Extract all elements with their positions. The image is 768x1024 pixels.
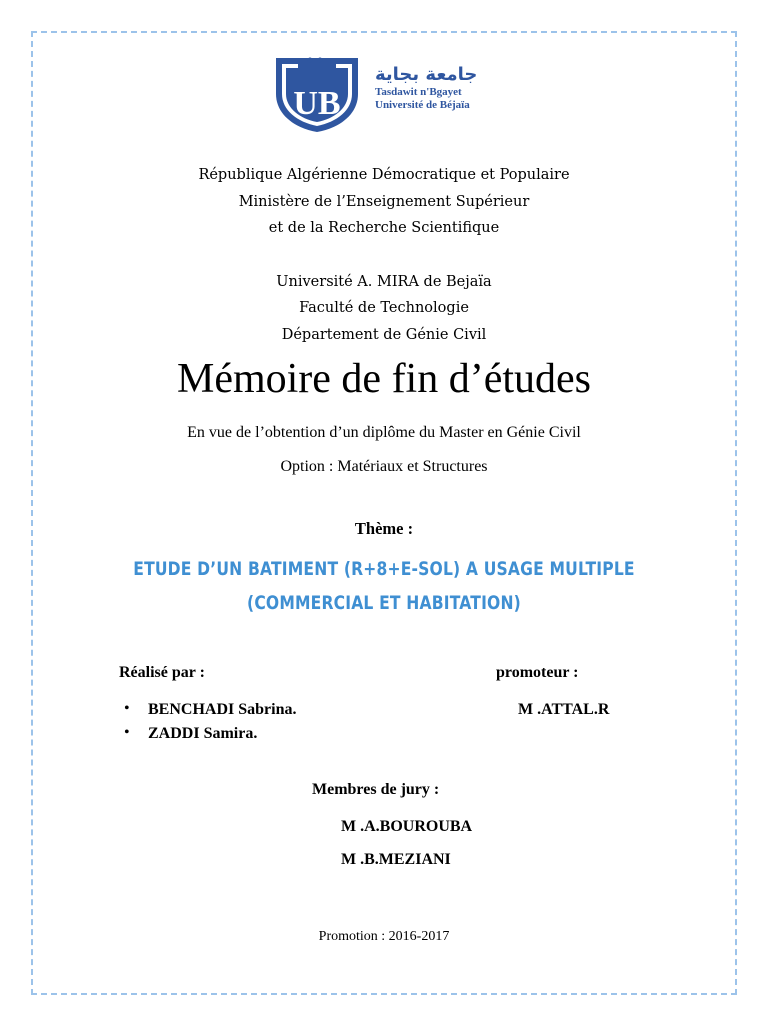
option-line: Option : Matériaux et Structures: [280, 458, 488, 475]
logo-line-1: Tasdawit n'Bgayet: [375, 86, 462, 98]
bullet-icon: •: [124, 700, 130, 717]
university-name: Université A. MIRA de Bejaïa: [276, 274, 492, 290]
theme-label: Thème :: [354, 519, 414, 538]
theme-title-line-1: ETUDE D’UN BATIMENT (R+8+E-SOL) A USAGE MULTIPLE: [133, 558, 635, 580]
author-2: ZADDI Samira.: [148, 725, 258, 742]
author-1: BENCHADI Sabrina.: [148, 701, 297, 718]
department-name: Département de Génie Civil: [281, 327, 487, 343]
ministry-line: Ministère de l’Enseignement Supérieur: [238, 194, 530, 210]
bullet-icon: •: [124, 724, 130, 741]
republic-line: République Algérienne Démocratique et Populaire: [198, 167, 570, 183]
jury-label: Membres de jury :: [312, 781, 440, 798]
supervisor-name: M .ATTAL.R: [518, 701, 610, 718]
supervisor-label: promoteur :: [496, 664, 579, 681]
logo-line-2: Université de Béjaïa: [375, 99, 470, 111]
jury-member-1: M .A.BOUROUBA: [341, 818, 473, 835]
logo-monogram: UB: [293, 85, 341, 122]
promotion-year: Promotion : 2016-2017: [318, 929, 450, 944]
logo-text: [375, 64, 477, 112]
document-title: Mémoire de fin d’études: [176, 356, 592, 402]
ministry-line-2: et de la Recherche Scientifique: [268, 220, 500, 236]
logo-arabic-name: جامعة بجاية: [375, 64, 478, 85]
subtitle: En vue de l’obtention d’un diplôme du Master en Génie Civil: [187, 424, 581, 441]
theme-title-line-2: (COMMERCIAL ET HABITATION): [247, 592, 521, 614]
authors-label: Réalisé par :: [119, 664, 205, 681]
jury-member-2: M .B.MEZIANI: [341, 851, 451, 868]
faculty-name: Faculté de Technologie: [299, 300, 469, 316]
